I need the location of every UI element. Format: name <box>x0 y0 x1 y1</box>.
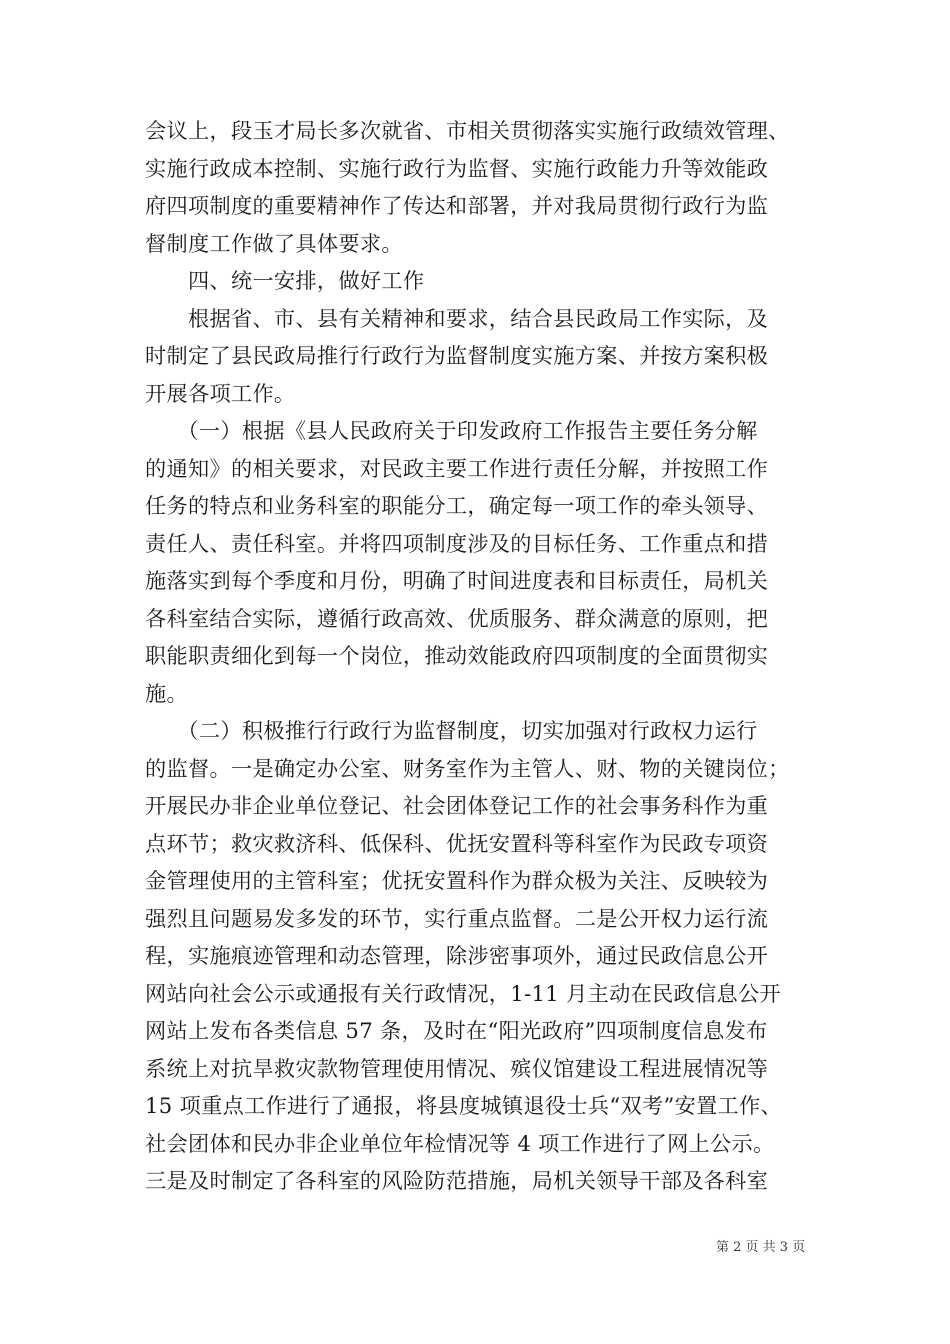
text-line: 各科室结合实际，遵循行政高效、优质服务、群众满意的原则，把 <box>145 605 769 631</box>
text-line: 点环节；救灾救济科、低保科、优抚安置科等科室作为民政专项资 <box>145 830 769 856</box>
text-line: 强烈且问题易发多发的环节，实行重点监督。二是公开权力运行流 <box>145 905 769 931</box>
text-line: 责任人、责任科室。并将四项制度涉及的目标任务、工作重点和措 <box>145 530 769 556</box>
section-heading <box>145 262 809 300</box>
text-line: 四、统一安排，做好工作 <box>145 268 425 293</box>
paragraph <box>145 712 809 1200</box>
text-line: 时制定了县民政局推行行政行为监督制度实施方案、并按方案积极 <box>145 343 769 368</box>
paragraph <box>145 300 809 413</box>
document-body <box>145 112 809 1200</box>
text-line: 的监督。一是确定办公室、财务室作为主管人、财、物的关键岗位； <box>145 755 790 781</box>
text-line: （一）根据《县人民政府关于印发政府工作报告主要任务分解 <box>145 418 758 443</box>
text-line: 金管理使用的主管科室；优抚安置科作为群众极为关注、反映较为 <box>145 868 769 893</box>
text-line: 府四项制度的重要精神作了传达和部署，并对我局贯彻行政行为监 <box>145 193 769 218</box>
text-line: 施。 <box>145 680 188 706</box>
text-line: 社会团体和民办非企业单位年检情况等 4 项工作进行了网上公示。 <box>145 1130 775 1156</box>
text-line: 督制度工作做了具体要求。 <box>145 230 403 256</box>
paragraph <box>145 112 809 262</box>
text-line: 任务的特点和业务科室的职能分工，确定每一项工作的牵头领导、 <box>145 493 769 518</box>
text-line: 实施行政成本控制、实施行政行为监督、实施行政能力升等效能政 <box>145 155 769 181</box>
text-line: 15 项重点工作进行了通报，将县度城镇退役士兵“双考”安置工作、 <box>145 1093 783 1118</box>
text-line: 程，实施痕迹管理和动态管理，除涉密事项外，通过民政信息公开 <box>145 943 769 968</box>
text-line: 会议上，段玉才局长多次就省、市相关贯彻落实实施行政绩效管理、 <box>145 118 790 143</box>
text-line: 网站上发布各类信息 57 条，及时在“阳光政府”四项制度信息发布 <box>145 1018 768 1043</box>
text-line: 施落实到每个季度和月份，明确了时间进度表和目标责任，局机关 <box>145 568 769 593</box>
text-line: 三是及时制定了各科室的风险防范措施，局机关领导干部及各科室 <box>145 1168 769 1193</box>
text-line: 开展各项工作。 <box>145 380 296 406</box>
text-line: （二）积极推行行政行为监督制度，切实加强对行政权力运行 <box>145 718 758 743</box>
paragraph <box>145 412 809 712</box>
text-line: 的通知》的相关要求，对民政主要工作进行责任分解，并按照工作 <box>145 455 769 481</box>
text-line: 开展民办非企业单位登记、社会团体登记工作的社会事务科作为重 <box>145 793 769 818</box>
text-line: 网站向社会公示或通报有关行政情况，1-11 月主动在民政信息公开 <box>145 980 781 1006</box>
text-line: 根据省、市、县有关精神和要求，结合县民政局工作实际，及 <box>145 305 769 331</box>
text-line: 系统上对抗旱救灾款物管理使用情况、殡仪馆建设工程进展情况等 <box>145 1055 769 1081</box>
page-number: 第 2 页 共 3 页 <box>716 1240 806 1255</box>
text-line: 职能职责细化到每一个岗位，推动效能政府四项制度的全面贯彻实 <box>145 643 769 668</box>
